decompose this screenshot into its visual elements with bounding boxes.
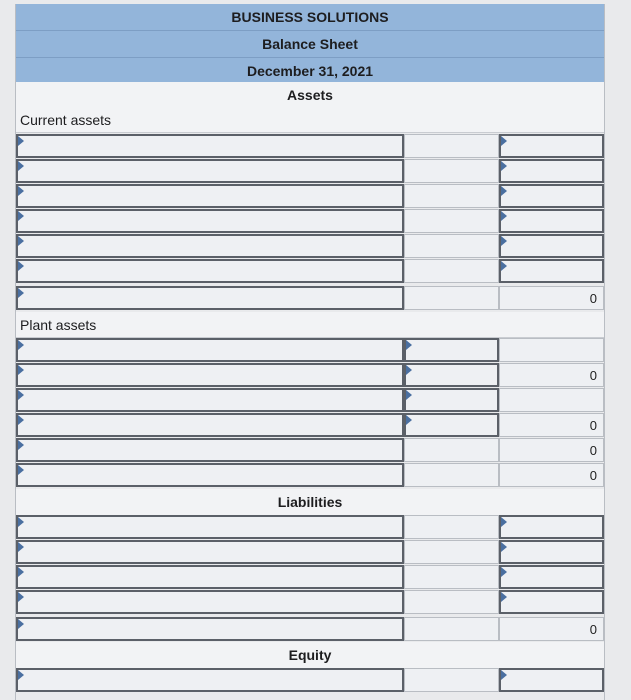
current-assets-total-row — [16, 286, 604, 312]
dropdown-arrow-icon — [18, 161, 24, 171]
total-cell — [499, 286, 604, 310]
current-asset-row — [16, 209, 604, 235]
dropdown-arrow-icon — [18, 465, 24, 475]
total-cell — [499, 463, 604, 487]
amount-cell — [404, 515, 499, 539]
total-value: 0 — [589, 291, 597, 306]
amount-cell — [404, 159, 499, 183]
liability-row — [16, 565, 604, 591]
amount-cell — [404, 286, 499, 310]
account-name-input[interactable] — [16, 668, 404, 692]
amount-input[interactable] — [404, 388, 499, 412]
liability-row — [16, 515, 604, 541]
account-name-input[interactable] — [16, 363, 404, 387]
total-value: 0 — [589, 443, 597, 458]
dropdown-arrow-icon — [406, 415, 412, 425]
account-name-input[interactable] — [16, 134, 404, 158]
amount-cell — [404, 565, 499, 589]
amount-cell — [404, 438, 499, 462]
account-name-input[interactable] — [16, 540, 404, 564]
dropdown-arrow-icon — [501, 161, 507, 171]
plant-assets-total-row — [16, 438, 604, 464]
plant-asset-row — [16, 388, 604, 414]
dropdown-arrow-icon — [18, 592, 24, 602]
dropdown-arrow-icon — [18, 542, 24, 552]
dropdown-arrow-icon — [18, 440, 24, 450]
dropdown-arrow-icon — [406, 390, 412, 400]
account-name-input[interactable] — [16, 515, 404, 539]
dropdown-arrow-icon — [406, 340, 412, 350]
dropdown-arrow-icon — [18, 288, 24, 298]
current-asset-row — [16, 259, 604, 285]
amount-cell — [499, 338, 604, 362]
amount-cell — [404, 590, 499, 614]
liability-row — [16, 540, 604, 566]
current-asset-row — [16, 159, 604, 185]
dropdown-arrow-icon — [501, 236, 507, 246]
total-value: 0 — [589, 468, 597, 483]
dropdown-arrow-icon — [18, 567, 24, 577]
amount-cell — [404, 184, 499, 208]
dropdown-arrow-icon — [18, 390, 24, 400]
total-cell — [499, 363, 604, 387]
amount-cell — [404, 668, 499, 692]
amount-input[interactable] — [499, 184, 604, 208]
amount-cell — [404, 540, 499, 564]
amount-input[interactable] — [499, 259, 604, 283]
plant-asset-row — [16, 363, 604, 389]
dropdown-arrow-icon — [18, 211, 24, 221]
dropdown-arrow-icon — [501, 592, 507, 602]
dropdown-arrow-icon — [501, 211, 507, 221]
statement-date: December 31, 2021 — [16, 58, 604, 85]
plant-asset-row — [16, 413, 604, 439]
amount-cell — [499, 388, 604, 412]
current-asset-row — [16, 184, 604, 210]
company-name: BUSINESS SOLUTIONS — [16, 4, 604, 31]
dropdown-arrow-icon — [501, 517, 507, 527]
amount-input[interactable] — [499, 159, 604, 183]
amount-input[interactable] — [499, 668, 604, 692]
dropdown-arrow-icon — [501, 136, 507, 146]
equity-row — [16, 668, 604, 694]
liabilities-total-row — [16, 617, 604, 643]
amount-cell — [404, 234, 499, 258]
plant-asset-row — [16, 338, 604, 364]
account-name-input[interactable] — [16, 565, 404, 589]
total-assets-row — [16, 463, 604, 489]
account-name-input[interactable] — [16, 413, 404, 437]
account-name-input[interactable] — [16, 159, 404, 183]
total-cell — [499, 438, 604, 462]
dropdown-arrow-icon — [18, 236, 24, 246]
current-asset-row — [16, 234, 604, 260]
dropdown-arrow-icon — [501, 261, 507, 271]
account-name-input[interactable] — [16, 338, 404, 362]
amount-input[interactable] — [499, 515, 604, 539]
assets-heading: Assets — [16, 82, 604, 109]
dropdown-arrow-icon — [18, 670, 24, 680]
dropdown-arrow-icon — [501, 567, 507, 577]
account-name-input[interactable] — [16, 259, 404, 283]
amount-cell — [404, 259, 499, 283]
total-label-input[interactable] — [16, 286, 404, 310]
total-label-input[interactable] — [16, 463, 404, 487]
liabilities-heading: Liabilities — [16, 489, 604, 516]
dropdown-arrow-icon — [18, 261, 24, 271]
total-value: 0 — [589, 368, 597, 383]
total-label-input[interactable] — [16, 617, 404, 641]
total-cell — [499, 413, 604, 437]
plant-assets-label: Plant assets — [16, 312, 604, 338]
amount-cell — [404, 463, 499, 487]
equity-heading: Equity — [16, 642, 604, 669]
total-value: 0 — [589, 418, 597, 433]
dropdown-arrow-icon — [406, 365, 412, 375]
account-name-input[interactable] — [16, 234, 404, 258]
amount-cell — [404, 209, 499, 233]
dropdown-arrow-icon — [18, 619, 24, 629]
current-assets-label: Current assets — [16, 107, 604, 133]
amount-input[interactable] — [404, 363, 499, 387]
total-label-input[interactable] — [16, 438, 404, 462]
amount-input[interactable] — [499, 565, 604, 589]
total-cell — [499, 617, 604, 641]
amount-input[interactable] — [499, 134, 604, 158]
liability-row — [16, 590, 604, 616]
dropdown-arrow-icon — [501, 186, 507, 196]
dropdown-arrow-icon — [18, 517, 24, 527]
total-value: 0 — [589, 622, 597, 637]
current-asset-row — [16, 134, 604, 160]
amount-input[interactable] — [499, 590, 604, 614]
amount-input[interactable] — [404, 413, 499, 437]
amount-input[interactable] — [499, 540, 604, 564]
amount-input[interactable] — [499, 234, 604, 258]
amount-input[interactable] — [404, 338, 499, 362]
account-name-input[interactable] — [16, 590, 404, 614]
dropdown-arrow-icon — [18, 415, 24, 425]
dropdown-arrow-icon — [18, 340, 24, 350]
account-name-input[interactable] — [16, 388, 404, 412]
dropdown-arrow-icon — [18, 186, 24, 196]
dropdown-arrow-icon — [18, 365, 24, 375]
dropdown-arrow-icon — [18, 136, 24, 146]
amount-cell — [404, 134, 499, 158]
right-border — [604, 4, 605, 700]
account-name-input[interactable] — [16, 184, 404, 208]
amount-input[interactable] — [499, 209, 604, 233]
account-name-input[interactable] — [16, 209, 404, 233]
statement-title: Balance Sheet — [16, 31, 604, 58]
dropdown-arrow-icon — [501, 542, 507, 552]
dropdown-arrow-icon — [501, 670, 507, 680]
amount-cell — [404, 617, 499, 641]
